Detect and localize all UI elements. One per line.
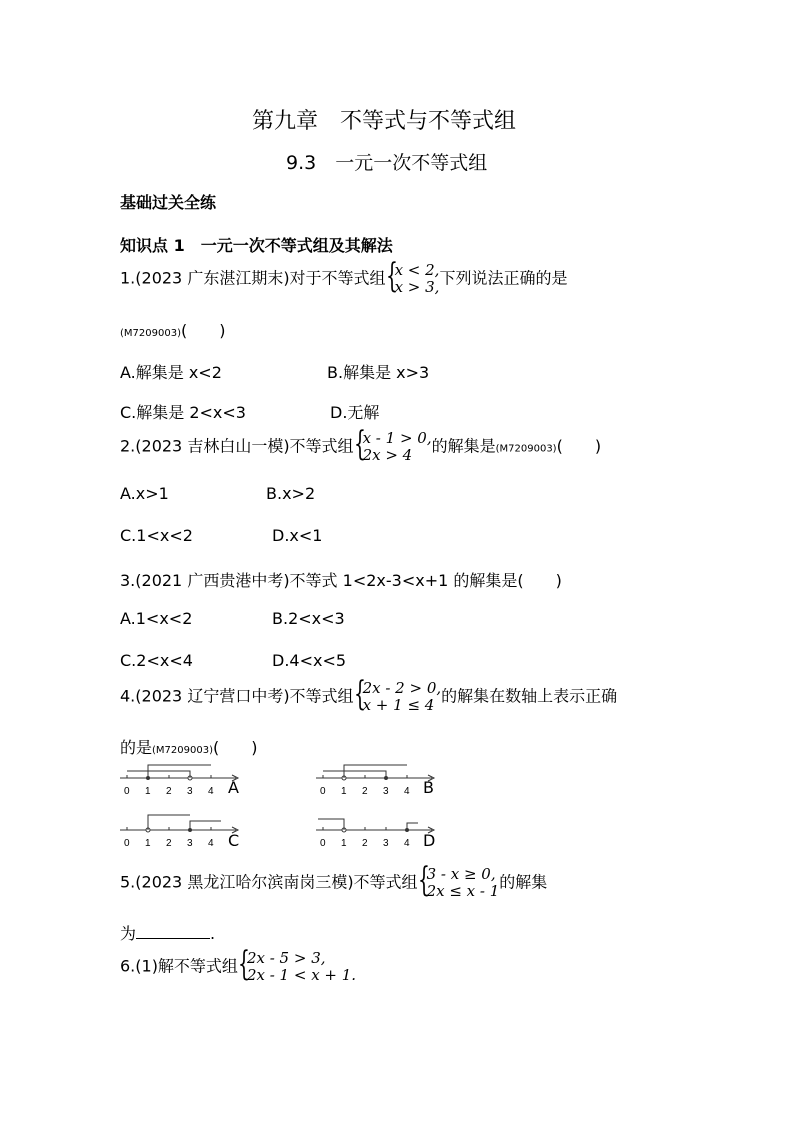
q1-option-c: C.解集是 2<x<3: [120, 403, 246, 422]
section-title: 9.3 一元一次不等式组: [286, 152, 488, 174]
q1-option-b: B.解集是 x>3: [327, 363, 430, 382]
svg-text:4: 4: [404, 786, 410, 797]
svg-text:1: 1: [145, 786, 151, 797]
range-2: [127, 771, 190, 778]
q1-code: (M7209003): [120, 328, 181, 339]
q4-lead: 4.(2023 辽宁营口中考)不等式组: [120, 686, 354, 706]
q1-tail: 下列说法正确的是: [439, 268, 568, 288]
q2-option-c: C.1<x<2: [120, 526, 193, 545]
q2-code: (M7209003): [495, 443, 557, 455]
svg-text:1: 1: [145, 838, 151, 849]
q2-tail: 的解集是: [431, 436, 496, 456]
question-6: [120, 944, 357, 984]
q6-lead: 6.(1)解不等式组: [120, 956, 238, 976]
svg-text:4: 4: [404, 838, 410, 849]
svg-text:4: 4: [208, 786, 214, 797]
q5-answer-blank[interactable]: [136, 924, 210, 939]
question-5: [120, 860, 548, 900]
q4-line2: 的是(M7209003)( ): [120, 738, 258, 757]
q3-option-d: D.4<x<5: [272, 651, 347, 670]
q4-code: (M7209003): [152, 745, 213, 756]
svg-text:0: 0: [124, 786, 130, 797]
q1-code-line: [120, 318, 225, 341]
svg-text:2: 2: [166, 786, 172, 797]
q2-option-d: D.x<1: [272, 526, 323, 545]
option-d-label: D: [423, 831, 436, 850]
q5-lead: 5.(2023 黑龙江哈尔滨南岗三模)不等式组: [120, 872, 418, 892]
q5-system: { 3 - x ≥ 0, 2x ≤ x - 1: [417, 860, 500, 900]
svg-text:2: 2: [362, 838, 368, 849]
q2-lead: 2.(2023 吉林白山一模)不等式组: [120, 436, 354, 456]
q2-paren: ( ): [556, 436, 602, 456]
svg-text:3: 3: [383, 838, 389, 849]
svg-text:0: 0: [124, 838, 130, 849]
question-2: [120, 424, 602, 464]
svg-text:4: 4: [208, 838, 214, 849]
svg-text:3: 3: [187, 838, 193, 849]
q4-system: { 2x - 2 > 0, x + 1 ≤ 4: [353, 674, 442, 714]
question-1: [120, 256, 568, 296]
question-3: 3.(2021 广西贵港中考)不等式 1<2x-3<x+1 的解集是( ): [120, 571, 562, 590]
q1-option-a: A.解集是 x<2: [120, 363, 222, 382]
q5-line2: 为 .: [120, 924, 216, 943]
svg-text:1: 1: [341, 786, 347, 797]
q1-lead: 1.(2023 广东湛江期末)对于不等式组: [120, 268, 386, 288]
svg-text:0: 0: [320, 786, 326, 797]
q1-paren: ( ): [180, 321, 226, 340]
q2-option-b: B.x>2: [266, 484, 316, 503]
q4-tail: 的解集在数轴上表示正确: [441, 686, 618, 706]
q2-option-a: A.x>1: [120, 484, 169, 503]
svg-text:3: 3: [187, 786, 193, 797]
svg-text:2: 2: [166, 838, 172, 849]
chapter-title: 第九章 不等式与不等式组: [252, 109, 517, 134]
q6-system: { 2x - 5 > 3, 2x - 1 < x + 1.: [237, 944, 357, 984]
svg-text:2: 2: [362, 786, 368, 797]
q2-system: { x - 1 > 0, 2x > 4: [353, 424, 432, 464]
option-c-label: C: [228, 831, 240, 850]
q5-tail: 的解集: [499, 872, 548, 892]
option-b-label: B: [423, 778, 434, 797]
q1-system: { x < 2, x > 3,: [385, 256, 440, 296]
q3-option-a: A.1<x<2: [120, 609, 193, 628]
knowledge-point-title: 知识点 1 一元一次不等式组及其解法: [120, 236, 393, 255]
svg-text:0: 0: [320, 838, 326, 849]
q1-option-d: D.无解: [330, 403, 380, 422]
q3-option-c: C.2<x<4: [120, 651, 193, 670]
question-4: [120, 674, 618, 714]
practice-title: 基础过关全练: [120, 193, 217, 212]
svg-text:1: 1: [341, 838, 347, 849]
option-a-label: A: [228, 778, 239, 797]
q4-paren: ( ): [212, 738, 258, 757]
q3-option-b: B.2<x<3: [272, 609, 345, 628]
svg-text:3: 3: [383, 786, 389, 797]
